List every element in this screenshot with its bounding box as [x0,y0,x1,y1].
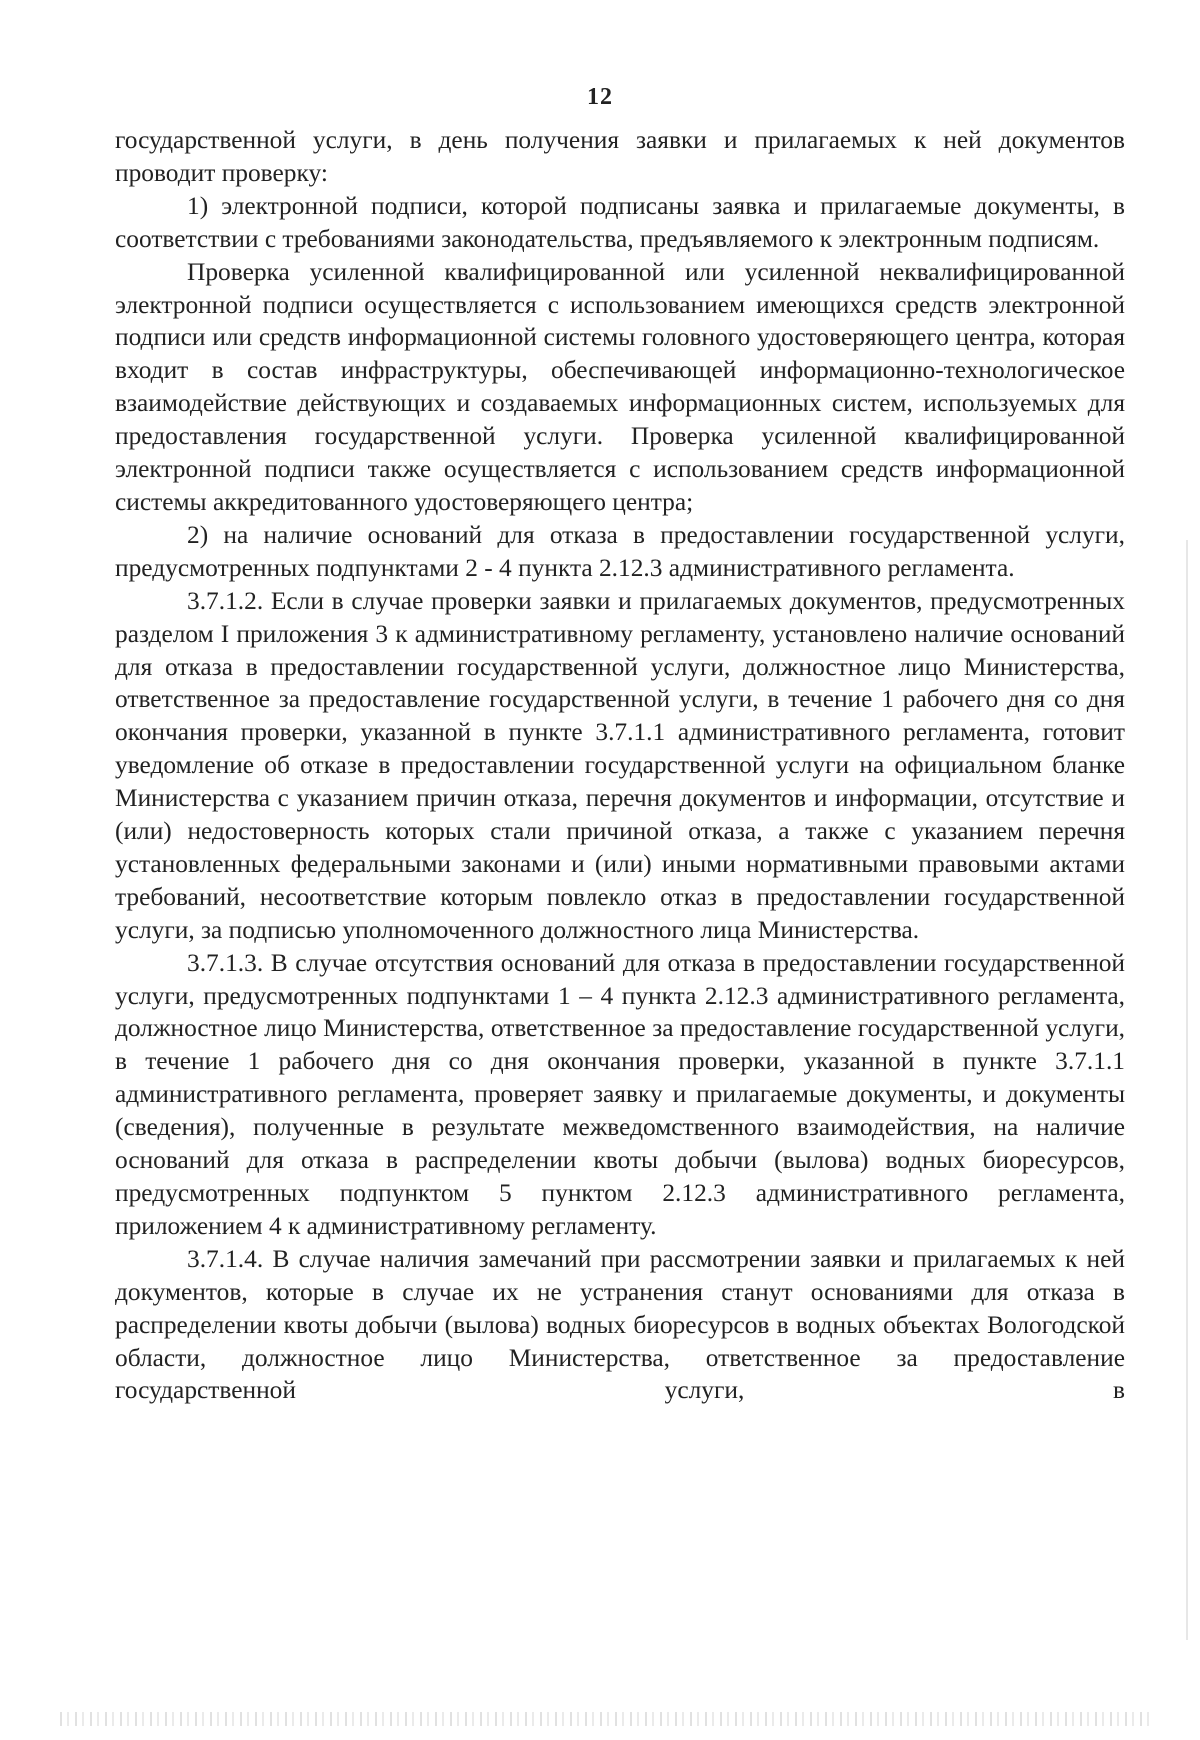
paragraph-3-7-1-3: 3.7.1.3. В случае отсутствия оснований для отказа в предоставлении государственной услуги, предусмотренных подпунктами 1 – 4 пункта 2.12.3 административного регламента, должностное лицо Министерства, ответственное за предоставление государственной услуги, в течение 1 рабочего дня со дня окончания проверки, указанной в пункте 3.7.1.1 административного регламента, проверяет заявку и прилагаемые документы, и документы (сведения), полученные в результате межведомственного взаимодействия, на наличие оснований для отказа в распределении квоты добычи (вылова) водных биоресурсов, предусмотренных подпунктом 5 пунктом 2.12.3 административного регламента, приложением 4 к административному регламенту. [115,948,1125,1240]
document-body [115,124,1125,1407]
paragraph-continuation: государственной услуги, в день получения заявки и прилагаемых к ней документов проводит проверку: [115,126,1125,187]
scan-bottom-artifact [60,1712,1150,1726]
paragraph-3-7-1-2: 3.7.1.2. Если в случае проверки заявки и прилагаемых документов, предусмотренных разделом I приложения 3 к административному регламенту, установлено наличие оснований для отказа в предоставлении государственной услуги, должностное лицо Министерства, ответственное за предоставление государственной услуги, в течение 1 рабочего дня со дня окончания проверки, указанной в пункте 3.7.1.1 административного регламента, готовит уведомление об отказе в предоставлении государственной услуги на официальном бланке Министерства с указанием причин отказа, перечня документов и информации, отсутствие и (или) недостоверность которых стали причиной отказа, а также с указанием перечня установленных федеральными законами и (или) иными нормативными правовыми актами требований, несоответствие которым повлекло отказ в предоставлении государственной услуги, за подписью уполномоченного должностного лица Министерства. [115,586,1125,944]
scan-edge-shadow [1186,540,1188,1640]
page-number: 12 [587,84,613,110]
paragraph-3-7-1-4: 3.7.1.4. В случае наличия замечаний при рассмотрении заявки и прилагаемых к ней документов, которые в случае их не устранения станут основаниями для отказа в распределении квоты добычи (вылова) водных биоресурсов в водных объектах Вологодской области, должностное лицо Министерства, ответственное за предоставление государственной услуги, в [115,1244,1125,1405]
paragraph-item-1: 1) электронной подписи, которой подписаны заявка и прилагаемые документы, в соответствии с требованиями законодательства, предъявляемого к электронным подписям. [115,191,1125,253]
paragraph-signature-check: Проверка усиленной квалифицированной или усиленной неквалифицированной электронной подписи осуществляется с использованием имеющихся средств электронной подписи или средств информационной системы головного удостоверяющего центра, которая входит в состав инфраструктуры, обеспечивающей информационно-технологическое взаимодействие действующих и создаваемых информационных систем, используемых для предоставления государственной услуги. Проверка усиленной квалифицированной электронной подписи также осуществляется с использованием средств информационной системы аккредитованного удостоверяющего центра; [115,257,1125,516]
paragraph-item-2: 2) на наличие оснований для отказа в предоставлении государственной услуги, предусмотренных подпунктами 2 - 4 пункта 2.12.3 административного регламента. [115,520,1125,582]
